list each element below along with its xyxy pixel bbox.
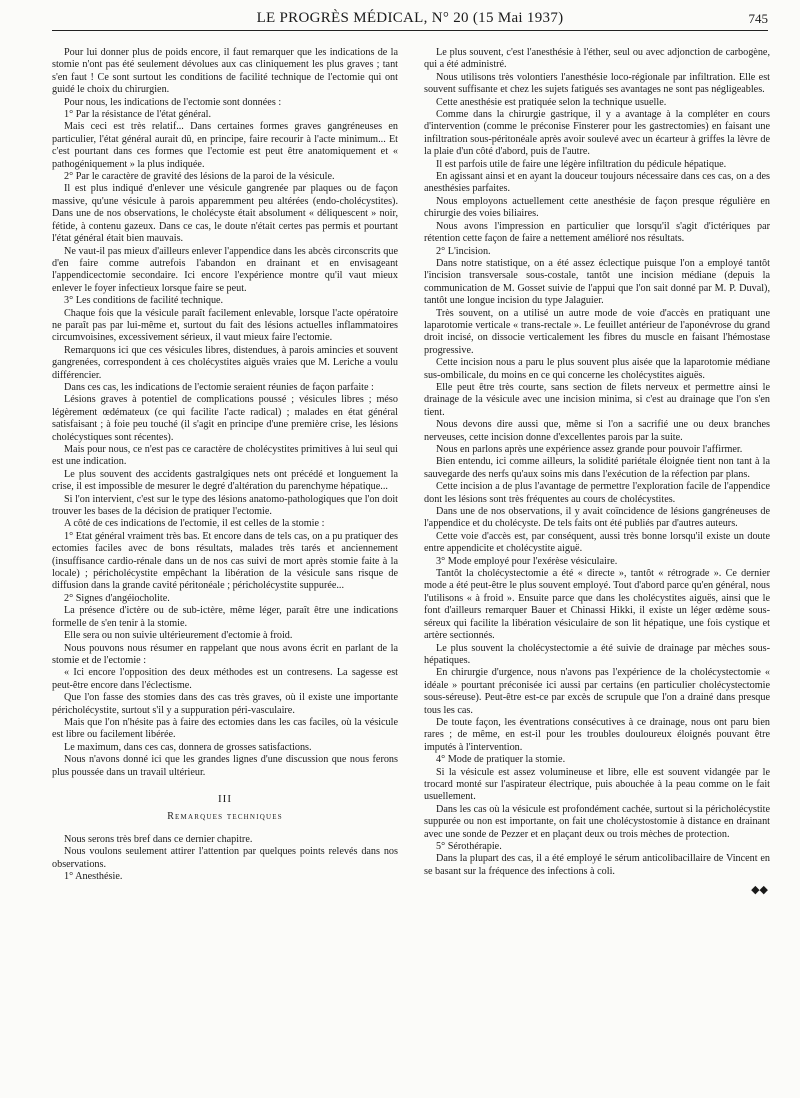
paragraph: Mais que l'on n'hésite pas à faire des ectomies dans les cas faciles, où la vésicule est libre ou facilement libérée. [52,716,398,741]
paragraph: Remarquons ici que ces vésicules libres, distendues, à parois amincies et souvent gangrenées, correspondent à ces cholécystites aiguës vraies que M. Leriche a voulu différencier. [52,344,398,381]
paragraph: 1° Etat général vraiment très bas. Et encore dans de tels cas, on a pu pratiquer des ectomies faciles avec de bons résultats, malades très tarés et anciennement (insuffisance cardio-rénale dans un de nos cas suivi de mort après stomie faite à la locale) ; péricholécystite empêchant la libération de la vésicule sans risque de diffusion dans la grande cavité péritonéale ; péricholécystite suppurée... [52,530,398,592]
paragraph: 5° Sérothérapie. [436,841,502,852]
paragraph: 1° Par la résistance de l'état général. [64,109,212,121]
paragraph: En chirurgie d'urgence, nous n'avons pas l'expérience de la cholécystectomie « idéale » pourtant préconisée ici aussi par certains (en particulier cholécystectomie sous-séreuse). Peut-être est-ce par excès de scrupule que l'on a drainé dans presque tous les cas. [424,667,770,716]
end-mark: ◆◆ [751,884,768,897]
paragraph: Mais pour nous, ce n'est pas ce caractère de cholécystites primitives à lui seul qui est une indication. [52,444,398,468]
paragraph: Ne vaut-il pas mieux d'ailleurs enlever l'appendice dans les abcès circonscrits que d'en faire comme autrefois l'abandon en drainant et en envisageant l'appendicectomie secondaire. Ici encore l'expérience montre qu'il vaut mieux enlever le foyer infectieux lorsque faire se peut. [52,245,398,294]
section-title: Remarques techniques [167,811,283,823]
paragraph: Pour nous, les indications de l'ectomie sont données : [64,96,282,108]
paragraph: En agissant ainsi et en ayant la douceur toujours nécessaire dans ces cas, on a des anesthésies parfaites. [424,171,770,195]
right-paragraphs [424,47,770,878]
paragraph: Il est plus indiqué d'enlever une vésicule gangrenée par plaques ou de façon massive, qu'une vésicule à parois apparemment peu altérées (endo-cholécystites). Dans une de nos observations, le cholécyste était absolument « déliquescent » noir, fétide, à contenu gazeux. Dans ce cas, le doute n'était certes pas permis et pourtant l'état général était bien mauvais. [52,183,398,245]
paragraph: 3° Les conditions de facilité technique. [64,295,224,307]
paragraph: Elle peut être très courte, sans section de filets nerveux et permettre ainsi le drainage de la vésicule avec une incision minima, si c'est au drainage que l'on s'en tient. [424,381,770,418]
paragraph: La présence d'ictère ou de sub-ictère, même léger, paraît être une indications formelle de s'en tenir à la stomie. [52,605,398,629]
paragraph: Nous employons actuellement cette anesthésie de façon presque régulière en chirurgie des voies biliaires. [424,195,770,220]
paragraph: Le plus souvent des accidents gastralgiques nets ont précédé et longuement la crise, il est impossible de mesurer le degré d'altération du parenchyme hépatique... [52,468,398,493]
paragraph: Cette anesthésie est pratiquée selon la technique usuelle. [436,96,667,108]
paragraph: Dans la plupart des cas, il a été employé le sérum anticolibacillaire de Vincent en se basant sur la fréquence des infections à coli. [424,853,770,877]
paragraph: Cette incision a de plus l'avantage de permettre l'exploration facile de l'appendice dont les lésions sont très fréquentes au cours de cholécystites. [424,481,770,505]
paragraph: Bien entendu, ici comme ailleurs, la solidité pariétale éloignée tient non tant à la sauvegarde des nerfs qu'aux soins mis dans l'exécution de la réfection par plans. [424,456,770,480]
paragraph: Le plus souvent, c'est l'anesthésie à l'éther, seul ou avec adjonction de carbogène, qui a été administré. [424,47,770,71]
paragraph: Nous serons très bref dans ce dernier chapitre. [64,833,253,845]
left-column [52,47,398,883]
paragraph: Pour lui donner plus de poids encore, il faut remarquer que les indications de la stomie n'ont pas été seulement dévolues aux cas cliniquement les plus graves ; tant s'en faut ! Ce sont surtout les conditions de facilité technique de l'ectomie qui ont guidé le choix du chirurgien. [52,47,398,96]
paragraph: Il est parfois utile de faire une légère infiltration du pédicule hépatique. [436,158,727,170]
paragraph: Le maximum, dans ces cas, donnera de grosses satisfactions. [64,741,312,753]
paragraph: Nous devons dire aussi que, même si l'on a sacrifié une ou deux branches nerveuses, cette incision donne d'excellentes parois par la suite. [424,419,770,443]
paragraph: Si l'on intervient, c'est sur le type des lésions anatomo-pathologiques que l'on doit trouver les bases de la décision de pratiquer l'ectomie. [52,493,398,518]
paragraph: 2° Signes d'angéiocholite. [64,592,170,604]
paragraph: Que l'on fasse des stomies dans des cas très graves, où il existe une importante péricholécystite, surtout s'il y a suppuration péri-vasculaire. [52,692,398,716]
paragraph: 1° Anesthésie. [64,871,123,882]
paragraph: Dans notre statistique, on a été assez éclectique puisque l'on a employé tantôt l'incision transversale sous-costale, tantôt une incision médiane (depuis la communication de M. Gosset suivie de l'appui que l'on sait donné par M. P. Duval), tantôt une longue incision du type Jalaguier. [424,257,770,307]
journal-title: LE PROGRÈS MÉDICAL, N° 20 (15 Mai 1937) [256,10,564,26]
section-number: III [218,792,232,805]
paragraph: A côté de ces indications de l'ectomie, il est celles de la stomie : [64,518,325,530]
paragraph: 3° Mode employé pour l'exérèse vésiculaire. [436,555,618,567]
paragraph: Nous avons l'impression en particulier que lorsqu'il s'agit d'ictériques par rétention cette façon de faire a nettement amélioré nos résultats. [424,220,770,245]
paragraph: Cette voie d'accès est, par conséquent, aussi très bonne lorsqu'il existe un doute entre appendicite et cholécystite aiguë. [424,530,770,555]
paragraph: Comme dans la chirurgie gastrique, il y a avantage à la compléter en cours d'intervention (comme le préconise Finsterer pour les gastrectomies) en faisant une infiltration sous-péritonéale après avoir soulevé avec un écarteur à griffes la lèvre de la plaie d'un côté d'abord, puis de l'autre. [424,109,770,158]
paragraph: De toute façon, les éventrations consécutives à ce drainage, nous ont paru bien rares ; de même, en est-il pour les troubles douloureux éloignés pouvant être imputés à l'intervention. [424,716,770,753]
paragraph: Cette incision nous a paru le plus souvent plus aisée que la laparotomie médiane sus-ombilicale, du moins en ce qui concerne les cholécystites aiguës. [424,357,770,381]
paragraph: Nous utilisons très volontiers l'anesthésie loco-régionale par infiltration. Elle est souvent suffisante et chez les sujets fatigués ses avantages ne sont pas négligeables. [424,71,770,96]
left-paragraphs-after [52,834,398,884]
paragraph: Nous n'avons donné ici que les grandes lignes d'une discussion que nous ferons plus poussée dans un travail ultérieur. [52,754,398,778]
paragraph: « Ici encore l'opposition des deux méthodes est un contresens. La sagesse est peut-être encore dans l'éclectisme. [52,667,398,691]
paragraph: Chaque fois que la vésicule paraît facilement enlevable, lorsque l'acte opératoire ne paraît pas par lui-même et, surtout du fait des lésions actuelles inflammatoires circumvoisines, excessivement sérieux, il vaut mieux faire l'ectomie. [52,307,398,344]
paragraph: Si la vésicule est assez volumineuse et libre, elle est souvent vidangée par le trocard monté sur l'aspirateur électrique, puis abouchée à la peau comme on le fait usuellement. [424,766,770,803]
paragraph: Nous en parlons après une expérience assez grande pour pouvoir l'affirmer. [436,444,743,455]
paragraph: Dans une de nos observations, il y avait coïncidence de lésions gangréneuses de l'appendice et du cholécyste. De tels faits ont été publiés par d'autres auteurs. [424,506,770,530]
paragraph: Dans ces cas, les indications de l'ectomie seraient réunies de façon parfaite : [64,381,374,393]
right-column [424,47,770,897]
paragraph: Très souvent, on a utilisé un autre mode de voie d'accès en pratiquant une laparotomie verticale « trans-rectale ». Le feuillet antérieur de l'aponévrose du grand droit incisé, on dissocie verticalement les fibres du muscle en faisant l'hémostase progressive. [424,307,770,356]
paragraph: Elle sera ou non suivie ultérieurement d'ectomie à froid. [64,630,293,642]
paragraph: Nous pouvons nous résumer en rappelant que nous avons écrit en parlant de la stomie et de l'ectomie : [52,642,398,666]
page-number: 745 [748,11,768,26]
paragraph: Le plus souvent la cholécystectomie a été suivie de drainage par mèches sous-hépatiques. [424,642,770,666]
paragraph: Nous voulons seulement attirer l'attention par quelques points relevés dans nos observations. [52,846,398,870]
paragraph: Tantôt la cholécystectomie a été « directe », tantôt « rétrograde ». Ce dernier mode a été peut-être le plus souvent employé. Tout d'abord parce qu'en général, nous l'utilisons « à froid ». Ensuite parce que dans les cholécystites aiguës, ainsi que le font d'ailleurs remarquer Bauer et Chinassi Hikki, il existe un léger œdème sous-séreux qui facilite la libération vésiculaire de son lit hépatique, une fois cystique et artère sectionnés. [424,568,770,642]
paragraph: Mais ceci est très relatif... Dans certaines formes graves gangréneuses en particulier, l'état général aurait dû, en principe, faire recourir à l'acte minimum... Et c'est pourtant dans ces formes que l'ectomie est peut être anatomiquement et « pathogéniquement » la plus indiquée. [52,121,398,170]
paragraph: 4° Mode de pratiquer la stomie. [436,754,566,766]
running-header [52,8,768,31]
paragraph: 2° Par le caractère de gravité des lésions de la paroi de la vésicule. [64,171,335,183]
paragraph: Lésions graves à potentiel de complications poussé ; vésicules libres ; méso légèrement œdémateux (ce qui facilite l'acte radical) ; malades en état général satisfaisant ; à foie peu touché (il s'agit en principe d'une première crise, les lésions cholécystiques sont récentes). [52,394,398,443]
left-paragraphs [52,47,398,779]
paragraph: 2° L'incision. [436,245,491,257]
paragraph: Dans les cas où la vésicule est profondément cachée, surtout si la péricholécystite suppurée ou non est importante, on fait une cholécystostomie à distance en drainant avec une sonde de Pezzer et en plaçant deux ou trois mèches de protection. [424,803,770,840]
